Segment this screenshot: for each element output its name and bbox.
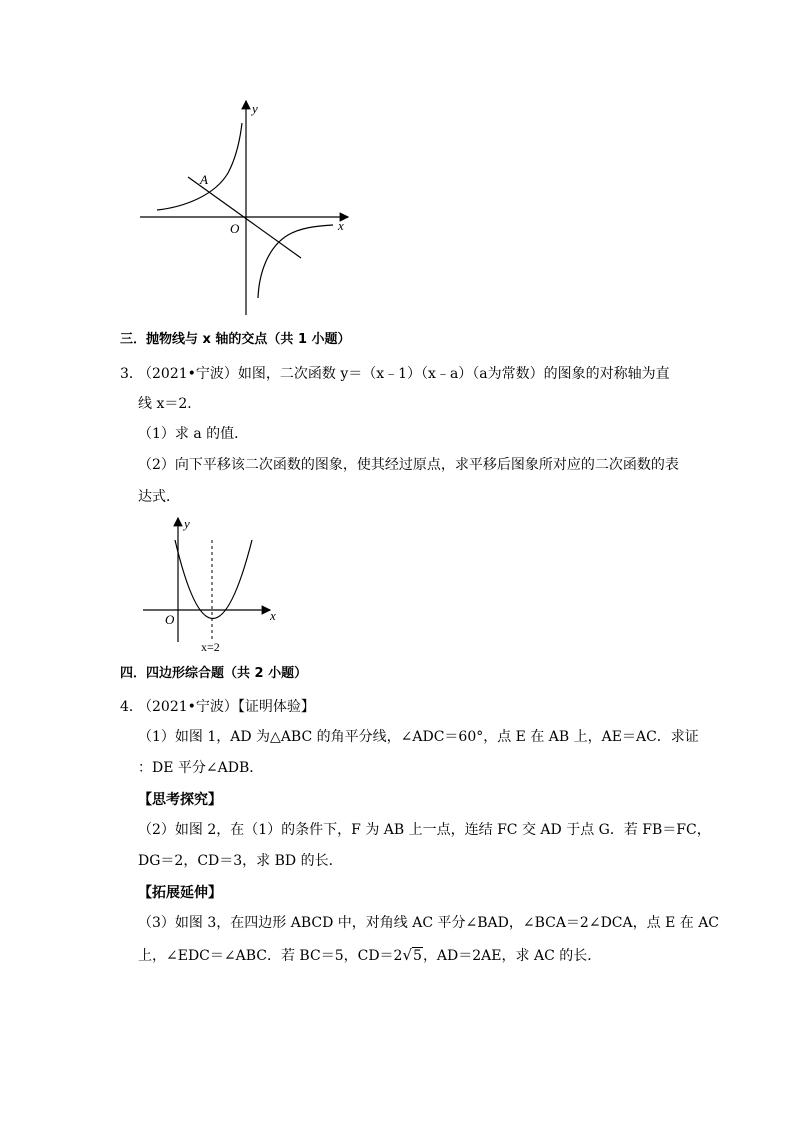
label-y: y — [184, 516, 190, 531]
question-4-part-2-line-2: DG＝2，CD＝3，求 BD 的长． — [138, 853, 343, 869]
figure-hyperbola — [130, 95, 360, 320]
sqrt-radicand: 5 — [413, 948, 422, 964]
label-x: x — [270, 608, 276, 623]
question-3-line-2: 线 x＝2． — [138, 396, 202, 412]
question-3-part-2-line-2: 达式． — [138, 489, 180, 505]
question-4-number: 4． — [120, 699, 143, 715]
parabola-curve — [175, 540, 252, 619]
question-4-part-3-line-2 — [138, 945, 601, 966]
question-4-part-1-line-1: （1）如图 1，AD 为△ABC 的角平分线，∠ADC＝60°，点 E 在 AB 上，AE＝AC．求证 — [138, 729, 699, 745]
question-4-part-2-line-1: （2）如图 2，在（1）的条件下，F 为 AB 上一点，连结 FC 交 AD 于点 G．若 FB＝FC， — [138, 822, 711, 838]
figure-parabola — [135, 512, 285, 657]
question-3-line-1: （2021•宁波）如图，二次函数 y＝（x﹣1）（x﹣a）（a为常数）的图象的对称轴为直 — [138, 366, 670, 382]
question-3-number: 3． — [120, 366, 143, 382]
tag-think-explore: 【思考探究】 — [138, 792, 222, 808]
part-3-text-b: ，AD＝2AE，求 AC 的长． — [422, 948, 602, 964]
part-3-text-a: 上，∠EDC＝∠ABC．若 BC＝5，CD＝2 — [138, 948, 403, 964]
question-4-part-3-line-1: （3）如图 3，在四边形 ABCD 中，对角线 AC 平分∠BAD，∠BCA＝2∠DCA，点 E 在 AC — [138, 915, 720, 931]
question-4-part-1-line-2: ：DE 平分∠ADB． — [138, 760, 264, 776]
hyperbola-branch-upper — [157, 123, 242, 210]
label-y: y — [252, 101, 258, 116]
label-o: O — [230, 221, 240, 236]
section-4-heading: 四．四边形综合题（共 2 小题） — [120, 666, 308, 681]
section-3-heading: 三．抛物线与 x 轴的交点（共 1 小题） — [120, 332, 351, 347]
question-3-part-2-line-1: （2）向下平移该二次函数的图象，使其经过原点，求平移后图象所对应的二次函数的表 — [138, 457, 679, 473]
label-o: O — [165, 612, 175, 627]
question-3-part-1: （1）求 a 的值． — [138, 426, 249, 442]
sqrt-symbol: √ — [402, 946, 413, 964]
label-a: A — [200, 172, 208, 187]
question-4-source: （2021•宁波）【证明体验】 — [138, 699, 315, 715]
label-axis: x=2 — [201, 640, 220, 654]
tag-extend: 【拓展延伸】 — [138, 885, 222, 901]
label-x: x — [338, 218, 344, 233]
